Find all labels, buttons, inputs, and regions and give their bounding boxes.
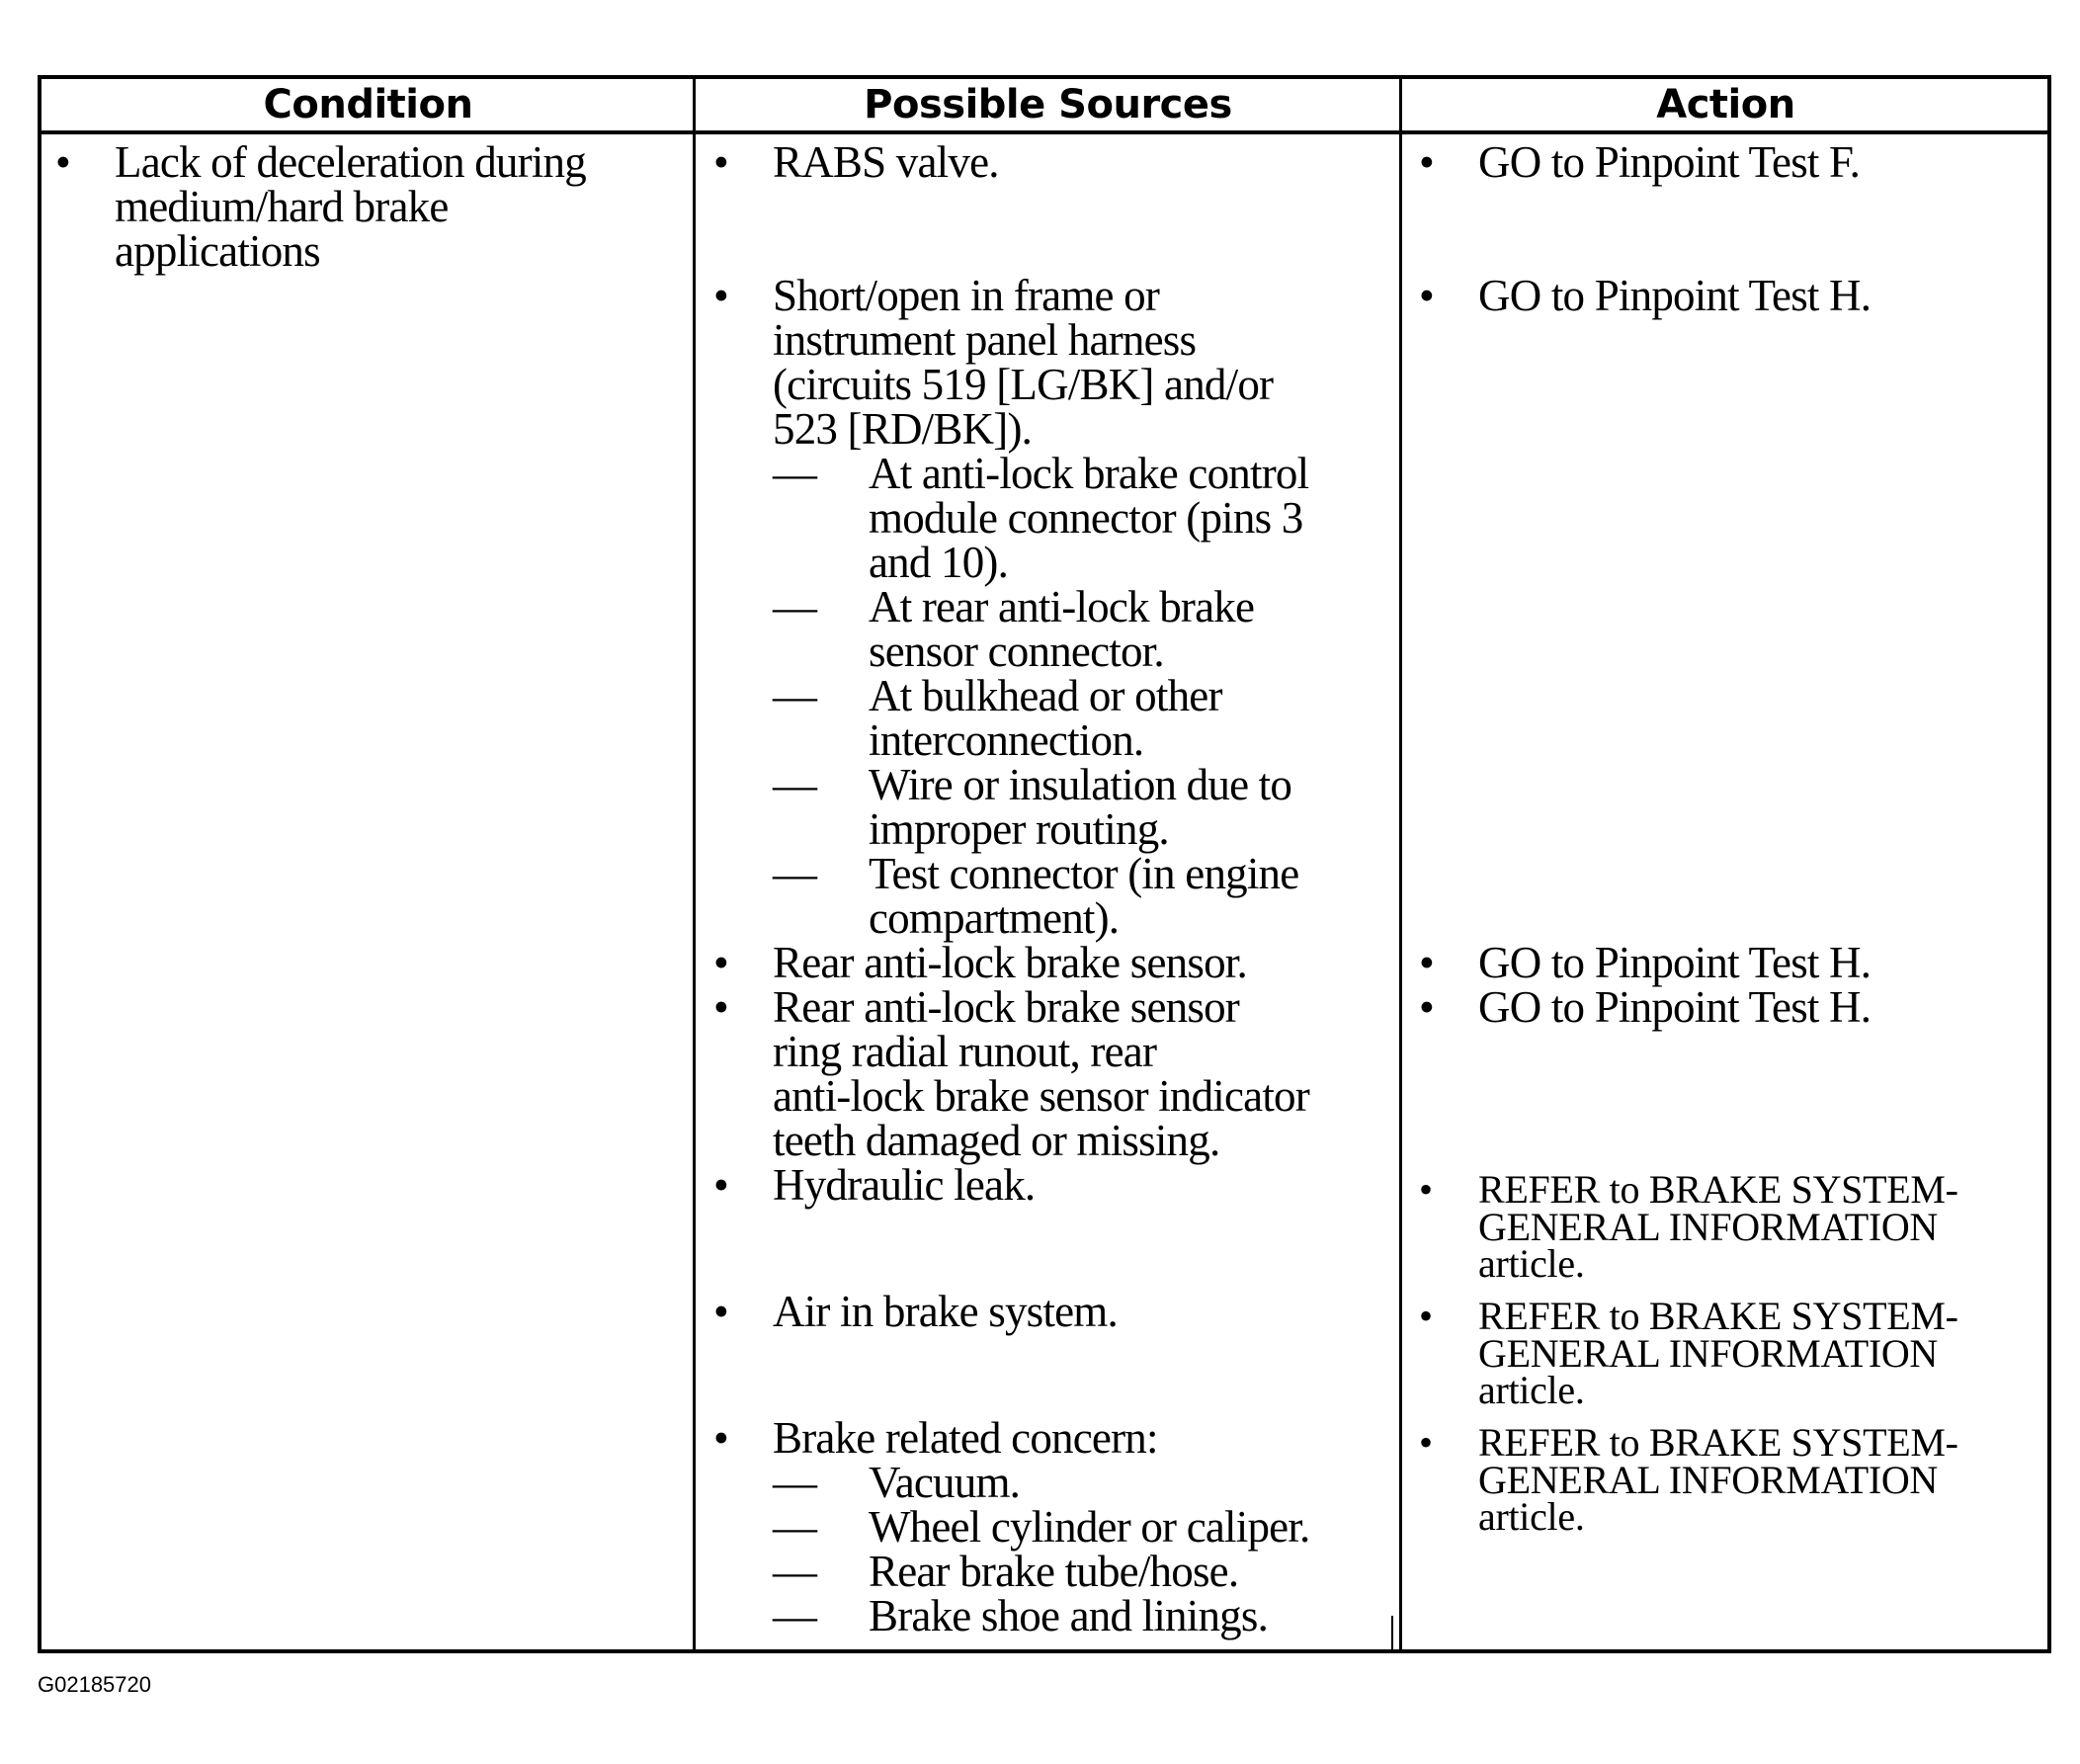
text-line: GO to Pinpoint Test H.: [1478, 271, 1872, 320]
bullet-marker: •: [1419, 1420, 1433, 1465]
text-line: instrument panel harness: [773, 315, 1197, 365]
condition-text: [115, 137, 586, 276]
text-line: GENERAL INFORMATION: [1478, 1204, 1939, 1249]
bullet-marker: •: [1419, 1294, 1433, 1338]
diagnosis-table: [38, 75, 2051, 1653]
dash-marker: —: [773, 449, 817, 498]
text-line: medium/hard brake: [115, 182, 449, 231]
text-line: sensor connector.: [869, 627, 1164, 676]
dash-marker: —: [773, 1591, 817, 1640]
text-line: (circuits 519 [LG/BK] and/or: [773, 360, 1274, 409]
text-line: Wire or insulation due to: [869, 760, 1292, 809]
dash-marker: —: [773, 1458, 817, 1507]
dash-marker: —: [773, 760, 817, 809]
text-line: Vacuum.: [869, 1458, 1021, 1507]
header-possible-sources: Possible Sources: [864, 82, 1232, 127]
column-divider-mark: [1391, 1616, 1393, 1649]
text-line: At bulkhead or other: [869, 671, 1222, 720]
bullet-marker: •: [713, 982, 728, 1032]
text-line: Brake related concern:: [773, 1413, 1158, 1463]
dash-marker: —: [773, 582, 817, 631]
bullet-marker: •: [713, 1287, 728, 1336]
dash-marker: —: [773, 849, 817, 898]
dash-marker: —: [773, 1547, 817, 1596]
bullet-marker: •: [713, 1413, 728, 1463]
text-line: At rear anti-lock brake: [869, 582, 1255, 631]
text-line: Wheel cylinder or caliper.: [869, 1502, 1310, 1552]
text-line: module connector (pins 3: [869, 493, 1303, 543]
text-line: Rear brake tube/hose.: [869, 1547, 1239, 1596]
bullet-marker: •: [713, 271, 728, 320]
table-header-row: [42, 79, 2047, 134]
bullet-marker: •: [1419, 271, 1434, 320]
text-line: interconnection.: [869, 715, 1144, 765]
text-line: GO to Pinpoint Test F.: [1478, 137, 1861, 187]
text-line: RABS valve.: [773, 137, 999, 187]
text-line: Brake shoe and linings.: [869, 1591, 1269, 1640]
text-line: article.: [1478, 1241, 1585, 1286]
text-line: Lack of deceleration during: [115, 137, 586, 187]
bullet-marker: •: [713, 1160, 728, 1210]
figure-id: G02185720: [38, 1672, 151, 1697]
text-line: compartment).: [869, 893, 1120, 943]
text-line: Hydraulic leak.: [773, 1160, 1036, 1210]
text-line: improper routing.: [869, 804, 1169, 854]
text-line: ring radial runout, rear: [773, 1027, 1157, 1076]
text-line: GENERAL INFORMATION: [1478, 1457, 1939, 1502]
column-divider-2: [1399, 79, 1402, 1649]
text-line: Rear anti-lock brake sensor: [773, 982, 1239, 1032]
text-line: applications: [115, 226, 320, 276]
bullet-marker: •: [1419, 137, 1434, 187]
text-line: GO to Pinpoint Test H.: [1478, 938, 1872, 987]
bullet-marker: •: [1419, 982, 1434, 1032]
text-line: article.: [1478, 1494, 1585, 1539]
text-line: teeth damaged or missing.: [773, 1116, 1220, 1165]
text-line: REFER to BRAKE SYSTEM-: [1478, 1420, 1958, 1465]
header-condition: Condition: [263, 82, 473, 127]
text-line: anti-lock brake sensor indicator: [773, 1071, 1309, 1121]
bullet-marker: •: [1419, 938, 1434, 987]
text-line: 523 [RD/BK]).: [773, 404, 1033, 454]
text-line: Rear anti-lock brake sensor.: [773, 938, 1247, 987]
text-line: Short/open in frame or: [773, 271, 1160, 320]
text-line: GENERAL INFORMATION: [1478, 1330, 1939, 1376]
text-line: Air in brake system.: [773, 1287, 1118, 1336]
column-divider-1: [693, 79, 696, 1649]
bullet-marker: •: [713, 137, 728, 187]
dash-marker: —: [773, 671, 817, 720]
text-line: GO to Pinpoint Test H.: [1478, 982, 1872, 1032]
text-line: At anti-lock brake control: [869, 449, 1309, 498]
text-line: REFER to BRAKE SYSTEM-: [1478, 1167, 1958, 1212]
dash-marker: —: [773, 1502, 817, 1552]
text-line: and 10).: [869, 538, 1009, 587]
text-line: REFER to BRAKE SYSTEM-: [1478, 1294, 1958, 1338]
bullet-marker: •: [55, 137, 70, 187]
bullet-marker: •: [1419, 1167, 1433, 1212]
text-line: Test connector (in engine: [869, 849, 1299, 898]
text-line: article.: [1478, 1368, 1585, 1412]
bullet-marker: •: [713, 938, 728, 987]
header-action: Action: [1656, 82, 1795, 127]
